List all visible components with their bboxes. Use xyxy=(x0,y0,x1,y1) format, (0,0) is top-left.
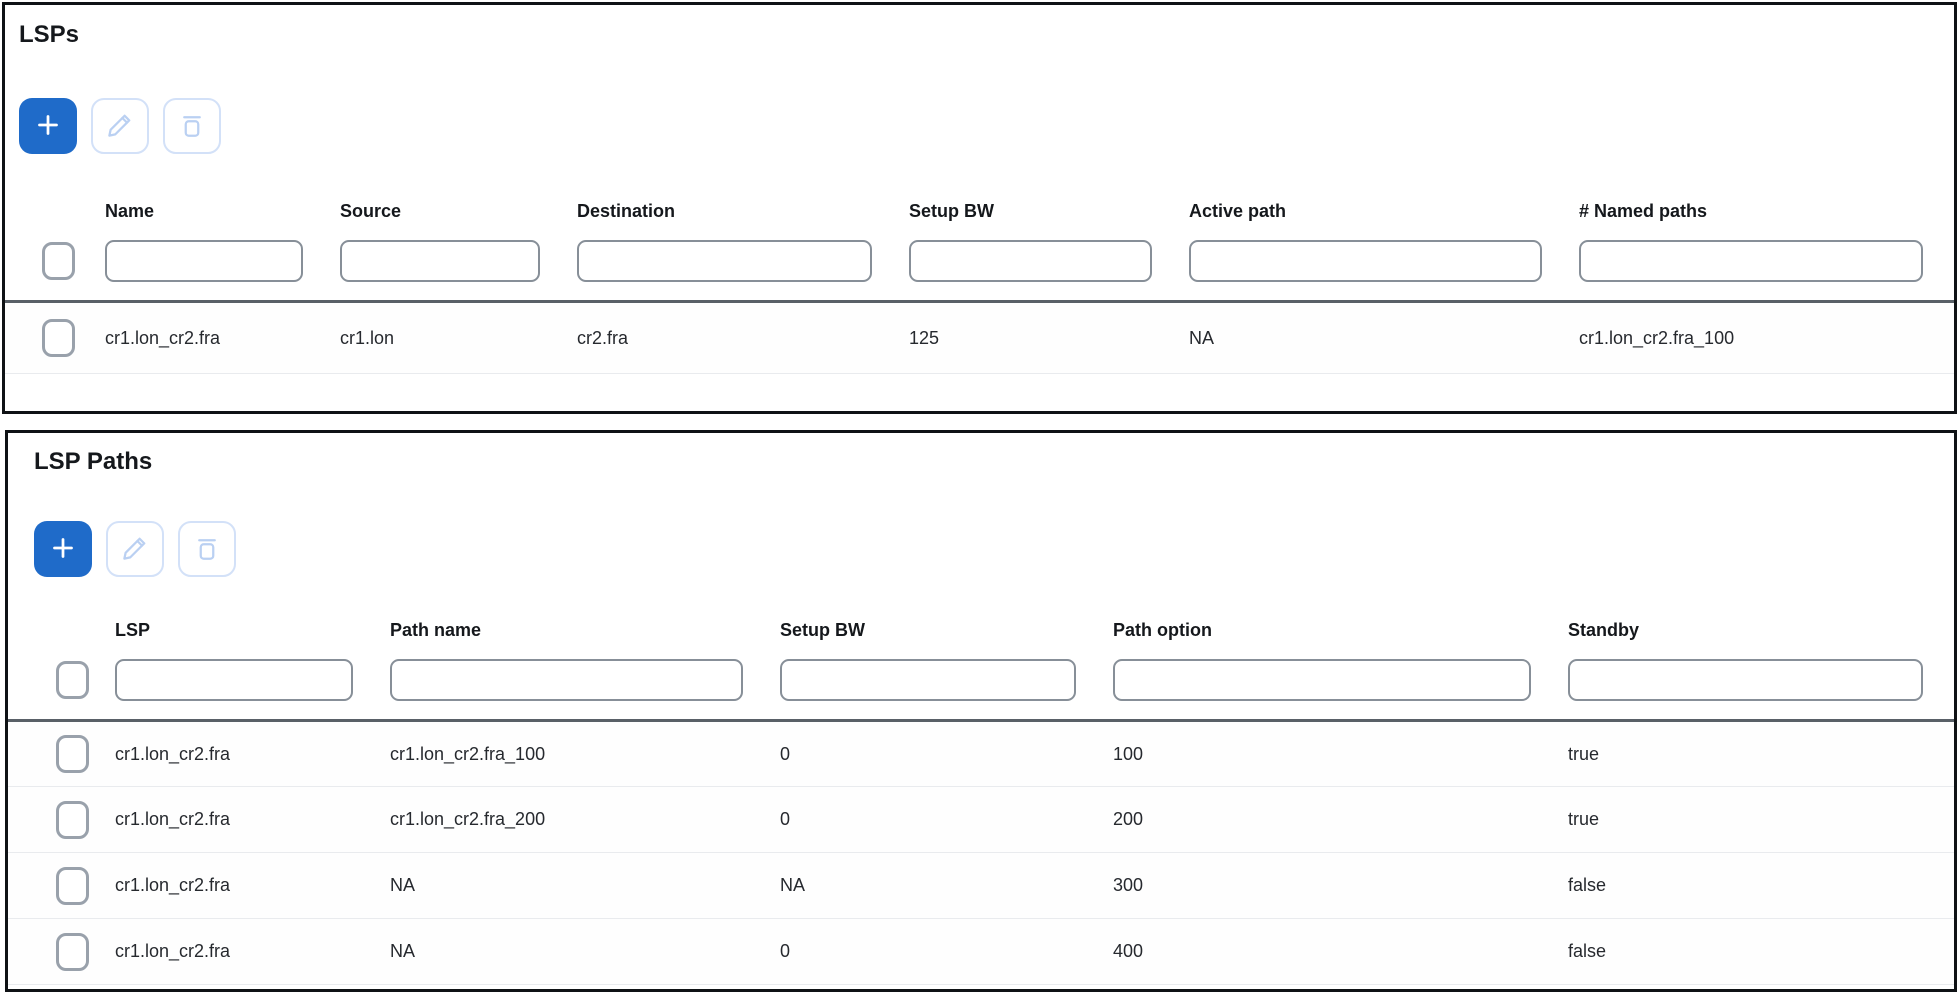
pencil-icon xyxy=(105,110,135,143)
named-paths-filter-input[interactable] xyxy=(1579,240,1923,282)
header-spacer xyxy=(5,176,99,230)
cell-lsp: cr1.lon_cr2.fra xyxy=(109,853,384,919)
column-header-source: Source xyxy=(340,201,402,221)
column-header-destination: Destination xyxy=(577,201,676,221)
row-checkbox[interactable] xyxy=(56,801,89,839)
add-lsp-path-button[interactable] xyxy=(34,521,92,577)
lsp-path-table-row xyxy=(8,919,1954,985)
cell-standby: true xyxy=(1562,787,1954,853)
column-header-active-path: Active path xyxy=(1189,201,1287,221)
cell-path-option: 300 xyxy=(1107,853,1562,919)
column-header-named-paths: # Named paths xyxy=(1579,201,1708,221)
row-checkbox[interactable] xyxy=(56,735,89,773)
lsps-toolbar xyxy=(19,98,1954,154)
cell-path-option: 200 xyxy=(1107,787,1562,853)
column-header-standby: Standby xyxy=(1568,620,1640,640)
cell-lsp: cr1.lon_cr2.fra xyxy=(109,787,384,853)
lsp-path-table-row xyxy=(8,853,1954,919)
cell-path-name: cr1.lon_cr2.fra_200 xyxy=(384,787,774,853)
lsp-paths-header-row xyxy=(8,595,1954,649)
plus-icon xyxy=(48,533,78,566)
cell-standby: false xyxy=(1562,919,1954,985)
lsps-table xyxy=(5,176,1954,374)
select-all-lsps-checkbox[interactable] xyxy=(42,242,75,280)
row-checkbox[interactable] xyxy=(42,319,75,357)
cell-path-option: 400 xyxy=(1107,919,1562,985)
column-header-setup-bw: Setup BW xyxy=(780,620,865,640)
delete-lsp-button[interactable] xyxy=(163,98,221,154)
lsp-paths-panel xyxy=(5,430,1957,992)
cell-path-option: 100 xyxy=(1107,721,1562,787)
cell-path-name: NA xyxy=(384,853,774,919)
cell-lsp: cr1.lon_cr2.fra xyxy=(109,721,384,787)
cell-setup-bw: 125 xyxy=(903,302,1183,374)
cell-setup-bw: 0 xyxy=(774,721,1107,787)
lsps-filter-row xyxy=(5,230,1954,302)
row-checkbox[interactable] xyxy=(56,933,89,971)
column-header-lsp: LSP xyxy=(115,620,151,640)
column-header-path-option: Path option xyxy=(1113,620,1212,640)
edit-lsp-button[interactable] xyxy=(91,98,149,154)
name-filter-input[interactable] xyxy=(105,240,303,282)
source-filter-input[interactable] xyxy=(340,240,540,282)
cell-setup-bw: 0 xyxy=(774,919,1107,985)
pencil-icon xyxy=(120,533,150,566)
column-header-name: Name xyxy=(105,201,155,221)
lsps-panel-title: LSPs xyxy=(19,21,80,48)
edit-lsp-path-button[interactable] xyxy=(106,521,164,577)
lsp-filter-input[interactable] xyxy=(115,659,353,701)
destination-filter-input[interactable] xyxy=(577,240,872,282)
trash-icon xyxy=(192,533,222,566)
lsp-paths-toolbar xyxy=(34,521,1954,577)
setup-bw-filter-input[interactable] xyxy=(780,659,1076,701)
cell-lsp: cr1.lon_cr2.fra xyxy=(109,919,384,985)
active-path-filter-input[interactable] xyxy=(1189,240,1542,282)
lsps-panel xyxy=(2,2,1957,414)
cell-named-paths: cr1.lon_cr2.fra_100 xyxy=(1573,302,1954,374)
header-spacer xyxy=(8,595,109,649)
lsp-table-row xyxy=(5,302,1954,374)
lsp-path-table-row xyxy=(8,787,1954,853)
plus-icon xyxy=(33,110,63,143)
delete-lsp-path-button[interactable] xyxy=(178,521,236,577)
cell-name: cr1.lon_cr2.fra xyxy=(99,302,334,374)
lsp-path-table-row xyxy=(8,721,1954,787)
add-lsp-button[interactable] xyxy=(19,98,77,154)
lsp-paths-panel-title: LSP Paths xyxy=(34,448,153,475)
cell-active-path: NA xyxy=(1183,302,1573,374)
select-all-lsp-paths-checkbox[interactable] xyxy=(56,661,89,699)
lsp-paths-filter-row xyxy=(8,649,1954,721)
standby-filter-input[interactable] xyxy=(1568,659,1923,701)
lsp-paths-table xyxy=(8,595,1954,985)
cell-setup-bw: 0 xyxy=(774,787,1107,853)
trash-icon xyxy=(177,110,207,143)
lsps-header-row xyxy=(5,176,1954,230)
cell-destination: cr2.fra xyxy=(571,302,903,374)
cell-path-name: cr1.lon_cr2.fra_100 xyxy=(384,721,774,787)
setup-bw-filter-input[interactable] xyxy=(909,240,1152,282)
cell-source: cr1.lon xyxy=(334,302,571,374)
path-option-filter-input[interactable] xyxy=(1113,659,1531,701)
path-name-filter-input[interactable] xyxy=(390,659,743,701)
column-header-setup-bw: Setup BW xyxy=(909,201,994,221)
cell-setup-bw: NA xyxy=(774,853,1107,919)
row-checkbox[interactable] xyxy=(56,867,89,905)
column-header-path-name: Path name xyxy=(390,620,482,640)
cell-standby: false xyxy=(1562,853,1954,919)
cell-standby: true xyxy=(1562,721,1954,787)
cell-path-name: NA xyxy=(384,919,774,985)
